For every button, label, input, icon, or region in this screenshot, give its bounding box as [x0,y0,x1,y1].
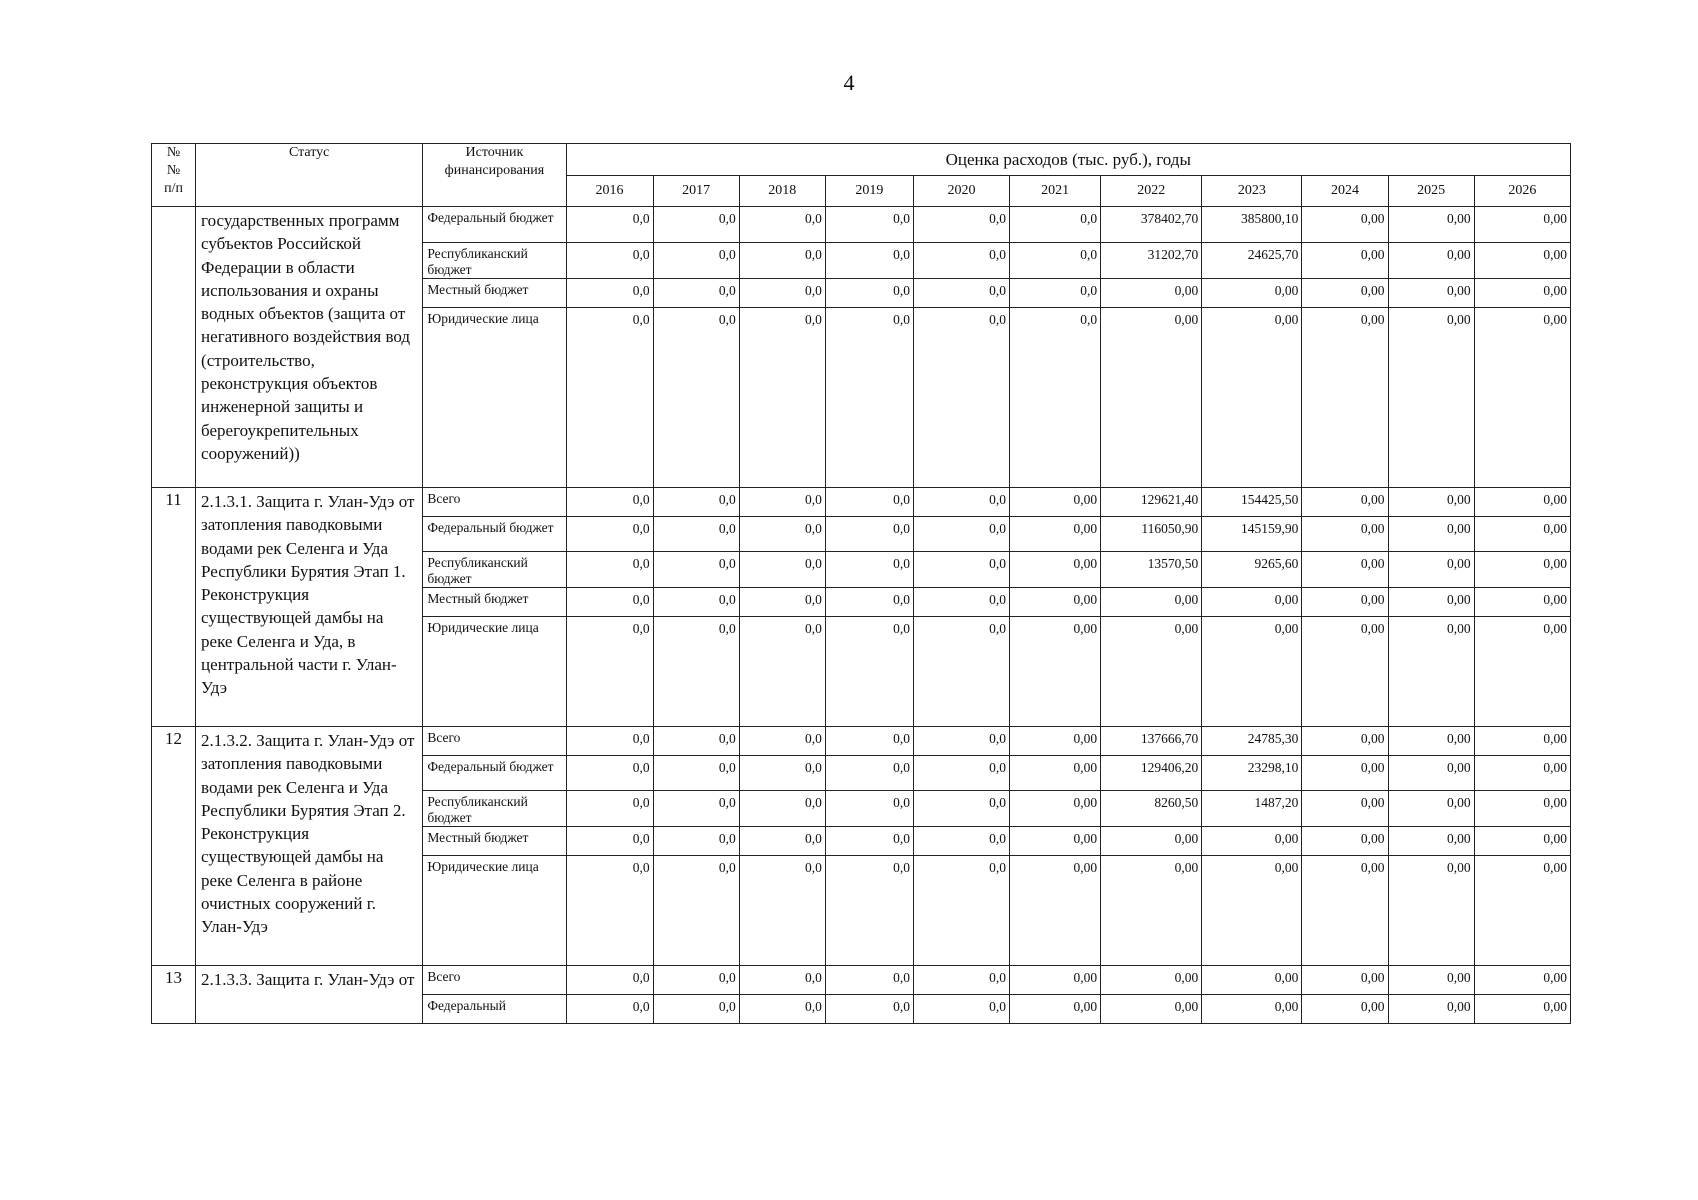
value-cell: 0,00 [1202,827,1302,856]
value-cell: 0,0 [653,827,739,856]
value-cell: 1487,20 [1202,791,1302,827]
value-cell: 0,00 [1388,727,1474,756]
value-cell: 23298,10 [1202,756,1302,791]
value-cell: 0,0 [913,791,1009,827]
value-cell: 0,00 [1202,966,1302,995]
value-cell: 0,0 [739,856,825,966]
value-cell: 0,00 [1302,488,1388,517]
value-cell: 0,00 [1302,966,1388,995]
value-cell: 0,00 [1101,588,1202,617]
value-cell: 0,0 [913,727,1009,756]
table-row [152,727,1571,756]
funding-source-cell: Местный бюджет [423,279,566,308]
status-cell: государственных программ субъектов Российской Федерации в области использования и охраны водных объектов (защита от негативного воздействия вод (строительство, реконструкция объектов инженерной защиты и берегоукрепительных сооружений)) [196,207,423,488]
value-cell: 0,00 [1388,308,1474,488]
value-cell: 0,0 [825,279,913,308]
value-cell: 0,00 [1010,727,1101,756]
value-cell: 0,0 [739,517,825,552]
value-cell: 0,00 [1010,856,1101,966]
value-cell: 0,0 [913,995,1009,1024]
header-year: 2018 [739,176,825,207]
value-cell: 0,0 [653,791,739,827]
value-cell: 0,0 [825,617,913,727]
funding-source-cell: Местный бюджет [423,588,566,617]
value-cell: 0,0 [739,488,825,517]
funding-source-cell: Республиканский бюджет [423,791,566,827]
funding-source-cell: Республиканский бюджет [423,243,566,279]
value-cell: 0,0 [653,243,739,279]
value-cell: 0,00 [1302,588,1388,617]
value-cell: 0,0 [825,552,913,588]
value-cell: 0,0 [566,827,653,856]
value-cell: 0,0 [566,279,653,308]
funding-source-cell: Республиканский бюджет [423,552,566,588]
status-cell: 2.1.3.2. Защита г. Улан-Удэ от затопления паводковыми водами рек Селенга и Уда Республики Бурятия Этап 2. Реконструкция существующей дамбы на реке Селенга в районе очистных сооружений г. Улан-Удэ [196,727,423,966]
value-cell: 0,0 [566,756,653,791]
value-cell: 0,00 [1474,827,1570,856]
value-cell: 0,0 [825,488,913,517]
value-cell: 0,0 [653,488,739,517]
value-cell: 0,0 [913,827,1009,856]
header-year: 2017 [653,176,739,207]
value-cell: 0,0 [653,308,739,488]
header-year: 2023 [1202,176,1302,207]
value-cell: 0,0 [739,727,825,756]
value-cell: 0,0 [653,279,739,308]
value-cell: 0,00 [1388,856,1474,966]
value-cell: 31202,70 [1101,243,1202,279]
value-cell: 0,00 [1388,756,1474,791]
value-cell: 0,00 [1302,517,1388,552]
value-cell: 0,00 [1474,856,1570,966]
value-cell: 0,0 [739,308,825,488]
value-cell: 0,00 [1010,966,1101,995]
funding-source-cell: Всего [423,488,566,517]
funding-source-cell: Федеральный бюджет [423,756,566,791]
value-cell: 0,0 [913,207,1009,243]
value-cell: 145159,90 [1202,517,1302,552]
value-cell: 0,0 [913,966,1009,995]
value-cell: 24785,30 [1202,727,1302,756]
value-cell: 0,00 [1474,488,1570,517]
value-cell: 0,0 [913,488,1009,517]
value-cell: 0,0 [739,243,825,279]
value-cell: 0,0 [825,756,913,791]
value-cell: 0,0 [653,756,739,791]
value-cell: 0,00 [1388,827,1474,856]
value-cell: 0,0 [566,588,653,617]
value-cell: 0,0 [653,552,739,588]
value-cell: 0,00 [1010,488,1101,517]
row-number: 12 [152,727,196,966]
value-cell: 0,00 [1101,308,1202,488]
value-cell: 0,0 [1010,207,1101,243]
funding-source-cell: Юридические лица [423,308,566,488]
value-cell: 0,0 [913,617,1009,727]
value-cell: 0,00 [1388,617,1474,727]
value-cell: 0,0 [566,856,653,966]
value-cell: 129621,40 [1101,488,1202,517]
value-cell: 0,0 [653,856,739,966]
value-cell: 0,0 [566,727,653,756]
value-cell: 0,00 [1101,279,1202,308]
value-cell: 0,0 [825,243,913,279]
value-cell: 0,0 [913,856,1009,966]
value-cell: 0,0 [913,517,1009,552]
value-cell: 0,0 [653,966,739,995]
value-cell: 0,00 [1302,279,1388,308]
value-cell: 0,00 [1474,791,1570,827]
header-source: Источник финансирования [423,144,566,207]
funding-source-cell: Федеральный бюджет [423,207,566,243]
value-cell: 0,00 [1302,827,1388,856]
header-year: 2019 [825,176,913,207]
value-cell: 137666,70 [1101,727,1202,756]
value-cell: 0,0 [913,243,1009,279]
value-cell: 0,0 [566,966,653,995]
value-cell: 0,00 [1202,588,1302,617]
value-cell: 0,00 [1302,791,1388,827]
value-cell: 0,0 [739,588,825,617]
value-cell: 0,0 [913,279,1009,308]
value-cell: 0,00 [1474,279,1570,308]
value-cell: 0,0 [566,552,653,588]
value-cell: 0,00 [1388,552,1474,588]
value-cell: 8260,50 [1101,791,1202,827]
value-cell: 0,00 [1202,279,1302,308]
row-number: 13 [152,966,196,1024]
value-cell: 0,0 [825,856,913,966]
value-cell: 0,00 [1388,207,1474,243]
value-cell: 0,0 [739,966,825,995]
value-cell: 0,0 [825,727,913,756]
value-cell: 0,0 [825,827,913,856]
value-cell: 0,00 [1474,756,1570,791]
funding-source-cell: Федеральный бюджет [423,517,566,552]
value-cell: 13570,50 [1101,552,1202,588]
header-year: 2024 [1302,176,1388,207]
value-cell: 0,0 [1010,243,1101,279]
header-year: 2016 [566,176,653,207]
value-cell: 0,00 [1101,617,1202,727]
value-cell: 0,00 [1010,995,1101,1024]
page-number: 4 [843,70,855,95]
value-cell: 0,00 [1202,856,1302,966]
value-cell: 0,00 [1010,791,1101,827]
value-cell: 0,00 [1474,243,1570,279]
value-cell: 0,0 [913,588,1009,617]
header-year: 2025 [1388,176,1474,207]
value-cell: 385800,10 [1202,207,1302,243]
value-cell: 0,00 [1302,308,1388,488]
value-cell: 0,0 [1010,308,1101,488]
value-cell: 0,0 [739,791,825,827]
value-cell: 0,0 [566,791,653,827]
header-year: 2026 [1474,176,1570,207]
value-cell: 0,0 [653,207,739,243]
value-cell: 0,00 [1302,207,1388,243]
value-cell: 0,00 [1388,488,1474,517]
status-cell: 2.1.3.1. Защита г. Улан-Удэ от затопления паводковыми водами рек Селенга и Уда Республики Бурятия Этап 1. Реконструкция существующей дамбы на реке Селенга и Уда, в центральной части г. Улан-Удэ [196,488,423,727]
funding-source-cell: Всего [423,966,566,995]
value-cell: 0,0 [566,517,653,552]
value-cell: 0,00 [1474,617,1570,727]
value-cell: 0,0 [566,207,653,243]
value-cell: 0,0 [566,617,653,727]
table-row [152,207,1571,243]
value-cell: 0,00 [1302,243,1388,279]
value-cell: 0,0 [566,488,653,517]
value-cell: 0,0 [913,552,1009,588]
value-cell: 0,00 [1202,617,1302,727]
value-cell: 0,0 [825,588,913,617]
header-num: № № п/п [152,144,196,207]
value-cell: 154425,50 [1202,488,1302,517]
table-header [152,144,1571,207]
value-cell: 0,00 [1388,791,1474,827]
value-cell: 0,00 [1302,995,1388,1024]
value-cell: 0,00 [1101,856,1202,966]
value-cell: 0,0 [1010,279,1101,308]
value-cell: 0,00 [1010,756,1101,791]
header-status: Статус [196,144,423,207]
value-cell: 0,00 [1388,279,1474,308]
value-cell: 0,0 [913,756,1009,791]
value-cell: 0,00 [1302,856,1388,966]
value-cell: 0,0 [739,207,825,243]
value-cell: 0,00 [1202,995,1302,1024]
value-cell: 0,0 [825,207,913,243]
value-cell: 0,00 [1302,552,1388,588]
value-cell: 0,00 [1474,588,1570,617]
header-expense: Оценка расходов (тыс. руб.), годы [566,144,1571,176]
value-cell: 24625,70 [1202,243,1302,279]
value-cell: 0,0 [653,727,739,756]
value-cell: 0,00 [1474,995,1570,1024]
value-cell: 0,00 [1010,588,1101,617]
funding-source-cell: Юридические лица [423,617,566,727]
status-cell: 2.1.3.3. Защита г. Улан-Удэ от [196,966,423,1024]
value-cell: 129406,20 [1101,756,1202,791]
value-cell: 378402,70 [1101,207,1202,243]
table-row [152,488,1571,517]
value-cell: 0,00 [1101,827,1202,856]
value-cell: 0,00 [1474,517,1570,552]
value-cell: 116050,90 [1101,517,1202,552]
value-cell: 0,00 [1010,827,1101,856]
value-cell: 0,0 [913,308,1009,488]
value-cell: 0,0 [825,966,913,995]
value-cell: 0,00 [1474,727,1570,756]
table-row [152,966,1571,995]
value-cell: 0,0 [825,995,913,1024]
value-cell: 0,00 [1010,617,1101,727]
value-cell: 0,00 [1302,727,1388,756]
value-cell: 0,00 [1474,207,1570,243]
value-cell: 9265,60 [1202,552,1302,588]
value-cell: 0,0 [653,517,739,552]
value-cell: 0,00 [1474,966,1570,995]
row-number: 11 [152,488,196,727]
value-cell: 0,00 [1010,517,1101,552]
value-cell: 0,00 [1101,995,1202,1024]
funding-source-cell: Юридические лица [423,856,566,966]
header-year: 2020 [913,176,1009,207]
table-body [152,207,1571,1024]
value-cell: 0,0 [653,617,739,727]
value-cell: 0,0 [739,552,825,588]
funding-source-cell: Местный бюджет [423,827,566,856]
value-cell: 0,0 [739,827,825,856]
value-cell: 0,00 [1474,552,1570,588]
funding-source-cell: Всего [423,727,566,756]
header-year: 2021 [1010,176,1101,207]
value-cell: 0,0 [653,588,739,617]
value-cell: 0,0 [566,243,653,279]
value-cell: 0,0 [566,308,653,488]
budget-table [151,143,1571,1024]
value-cell: 0,00 [1388,517,1474,552]
value-cell: 0,00 [1202,308,1302,488]
value-cell: 0,00 [1388,966,1474,995]
value-cell: 0,00 [1302,756,1388,791]
value-cell: 0,0 [825,791,913,827]
value-cell: 0,00 [1302,617,1388,727]
value-cell: 0,0 [825,308,913,488]
value-cell: 0,00 [1388,995,1474,1024]
value-cell: 0,0 [653,995,739,1024]
header-year: 2022 [1101,176,1202,207]
value-cell: 0,00 [1010,552,1101,588]
value-cell: 0,0 [566,995,653,1024]
value-cell: 0,00 [1101,966,1202,995]
value-cell: 0,00 [1388,243,1474,279]
value-cell: 0,00 [1388,588,1474,617]
value-cell: 0,0 [739,617,825,727]
value-cell: 0,0 [739,279,825,308]
value-cell: 0,0 [825,517,913,552]
row-number [152,207,196,488]
funding-source-cell: Федеральный [423,995,566,1024]
value-cell: 0,00 [1474,308,1570,488]
value-cell: 0,0 [739,995,825,1024]
value-cell: 0,0 [739,756,825,791]
